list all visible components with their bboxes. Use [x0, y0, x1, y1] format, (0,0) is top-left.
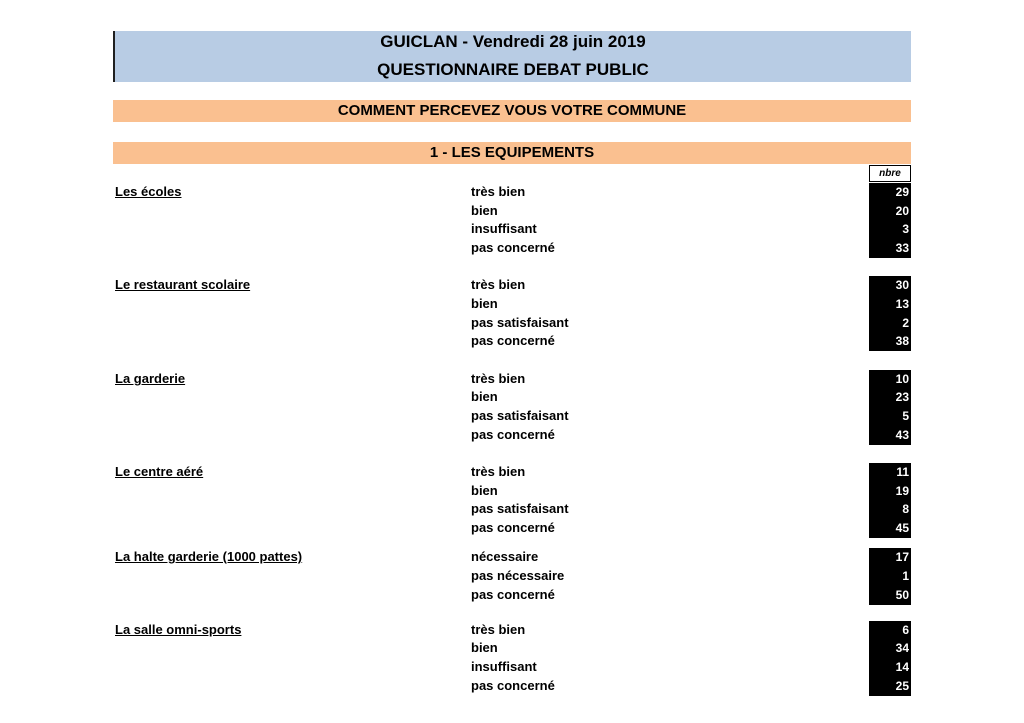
item-label: La salle omni-sports — [115, 622, 242, 637]
table-row — [0, 639, 1024, 658]
table-row — [0, 482, 1024, 501]
table-row — [0, 500, 1024, 519]
option-label: pas satisfaisant — [471, 408, 569, 423]
option-label: très bien — [471, 184, 526, 199]
table-row — [0, 519, 1024, 538]
count-cell: 14 — [869, 658, 911, 677]
count-cell: 20 — [869, 202, 911, 221]
item-label: La halte garderie (1000 pattes) — [115, 549, 303, 564]
count-cell: 2 — [869, 314, 911, 333]
item-label: Le restaurant scolaire — [115, 277, 251, 292]
table-row — [0, 677, 1024, 696]
option-label: bien — [471, 296, 498, 311]
option-label: pas concerné — [471, 587, 555, 602]
table-row — [0, 621, 1024, 640]
option-label: insuffisant — [471, 659, 537, 674]
count-cell: 34 — [869, 639, 911, 658]
count-cell: 13 — [869, 295, 911, 314]
table-row — [0, 463, 1024, 482]
table-row — [0, 426, 1024, 445]
count-cell: 19 — [869, 482, 911, 501]
option-label: pas concerné — [471, 678, 555, 693]
table-row — [0, 220, 1024, 239]
table-row — [0, 407, 1024, 426]
count-cell: 17 — [869, 548, 911, 567]
option-label: nécessaire — [471, 549, 539, 564]
table-row — [0, 314, 1024, 333]
document-subtitle: QUESTIONNAIRE DEBAT PUBLIC — [377, 60, 649, 79]
count-column-header: nbre — [869, 165, 911, 182]
document-title: GUICLAN - Vendredi 28 juin 2019 — [380, 32, 646, 51]
count-cell: 5 — [869, 407, 911, 426]
option-label: pas concerné — [471, 333, 555, 348]
count-cell: 23 — [869, 388, 911, 407]
count-cell: 43 — [869, 426, 911, 445]
document-title-band — [113, 31, 911, 82]
table-row — [0, 276, 1024, 295]
option-label: insuffisant — [471, 221, 537, 236]
item-label: Les écoles — [115, 184, 182, 199]
option-label: très bien — [471, 622, 526, 637]
table-row — [0, 658, 1024, 677]
count-cell: 6 — [869, 621, 911, 640]
table-row — [0, 548, 1024, 567]
item-label: Le centre aéré — [115, 464, 204, 479]
table-row — [0, 332, 1024, 351]
count-cell: 11 — [869, 463, 911, 482]
table-row — [0, 567, 1024, 586]
table-row — [0, 295, 1024, 314]
option-label: très bien — [471, 277, 526, 292]
section-title: COMMENT PERCEVEZ VOUS VOTRE COMMUNE — [113, 100, 911, 122]
table-row — [0, 239, 1024, 258]
count-cell: 1 — [869, 567, 911, 586]
item-label: La garderie — [115, 371, 186, 386]
option-label: bien — [471, 389, 498, 404]
count-cell: 3 — [869, 220, 911, 239]
option-label: pas concerné — [471, 427, 555, 442]
option-label: pas nécessaire — [471, 568, 565, 583]
table-row — [0, 202, 1024, 221]
option-label: pas satisfaisant — [471, 315, 569, 330]
option-label: pas concerné — [471, 240, 555, 255]
table-row — [0, 388, 1024, 407]
count-cell: 29 — [869, 183, 911, 202]
count-cell: 45 — [869, 519, 911, 538]
option-label: pas satisfaisant — [471, 501, 569, 516]
option-label: bien — [471, 483, 498, 498]
table-row — [0, 183, 1024, 202]
subsection-title: 1 - LES EQUIPEMENTS — [113, 142, 911, 164]
count-cell: 10 — [869, 370, 911, 389]
option-label: bien — [471, 203, 498, 218]
count-cell: 33 — [869, 239, 911, 258]
table-row — [0, 370, 1024, 389]
count-cell: 50 — [869, 586, 911, 605]
count-cell: 25 — [869, 677, 911, 696]
table-row — [0, 586, 1024, 605]
option-label: pas concerné — [471, 520, 555, 535]
option-label: très bien — [471, 371, 526, 386]
option-label: très bien — [471, 464, 526, 479]
count-cell: 8 — [869, 500, 911, 519]
count-cell: 38 — [869, 332, 911, 351]
option-label: bien — [471, 640, 498, 655]
count-cell: 30 — [869, 276, 911, 295]
